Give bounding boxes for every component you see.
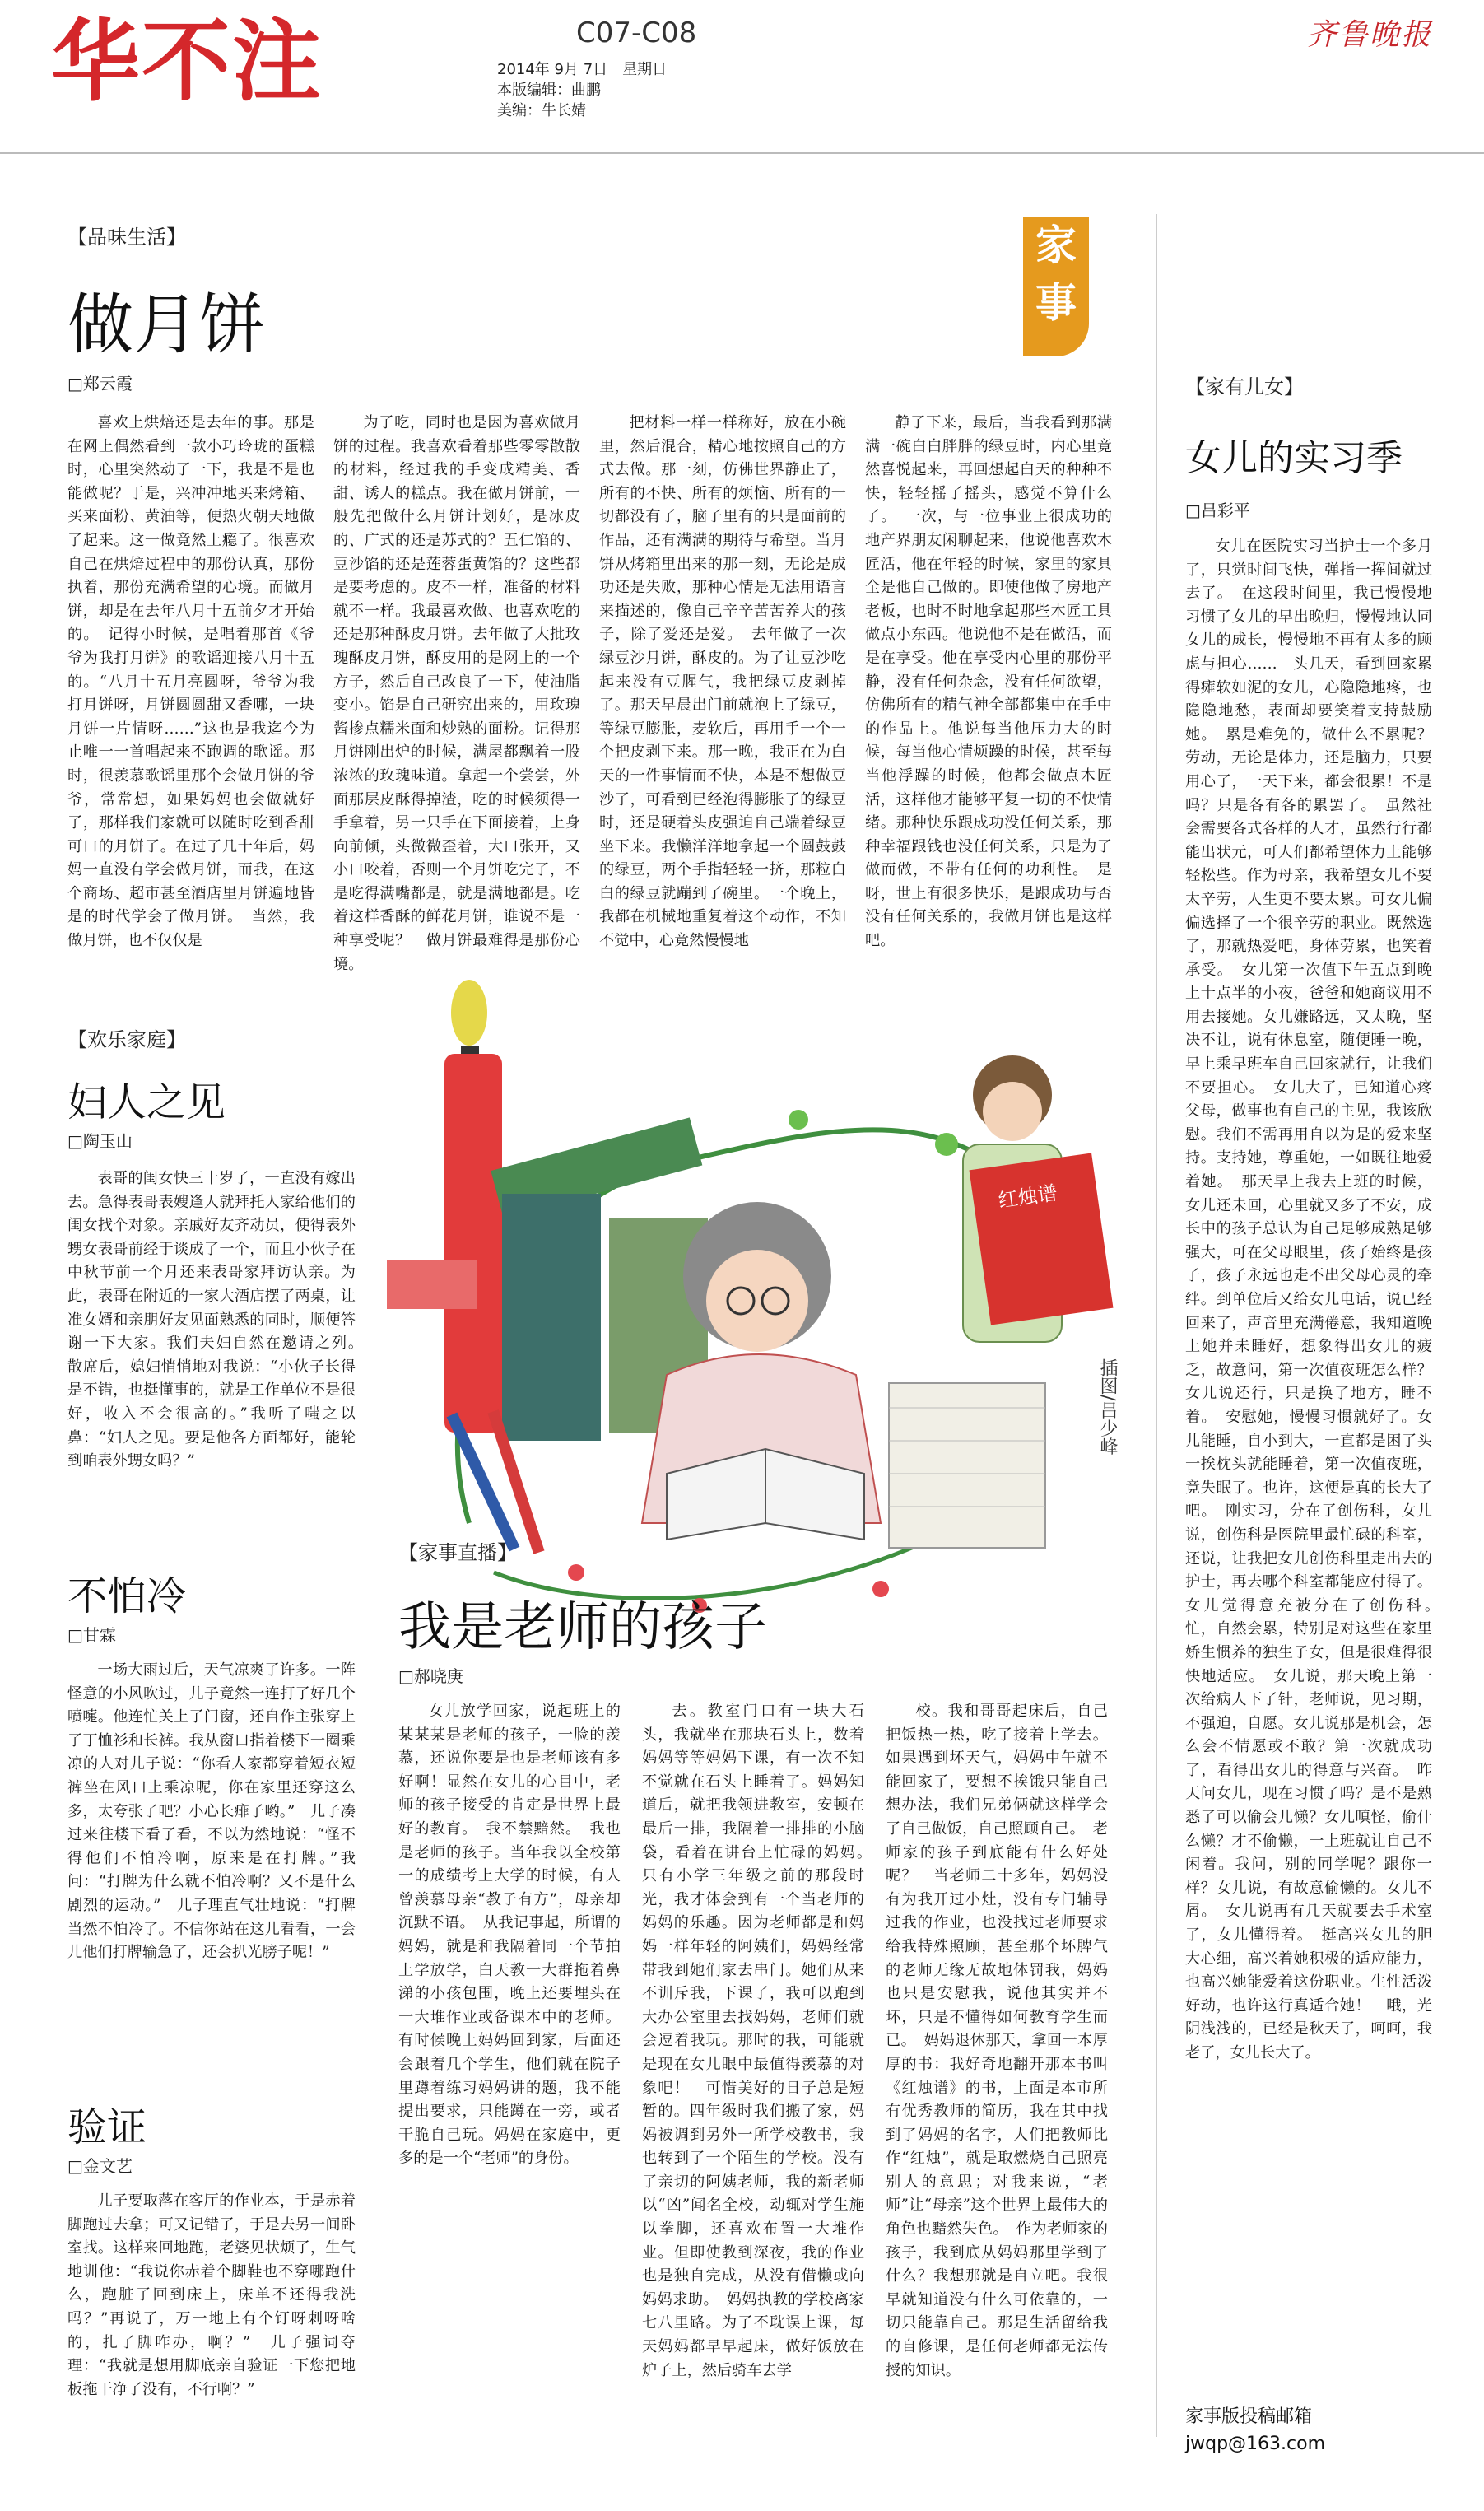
byline-moon: □郑云霞	[67, 374, 133, 394]
article-column-moon-1: 喜欢上烘焙还是去年的事。那是在网上偶然看到一款小巧玲珑的蛋糕时，心里突然动了一下，我是不是也能做呢？于是，兴冲冲地买来烤箱、买来面粉、黄油等，便热火朝天地做了起来。这一做竟然上瘾了。很喜欢自己在烘焙过程中的那份认真，那份执着，那份充满希望的心境。而做月饼，却是在去年八月十五前夕才开始的。 记得小时候，是唱着那首《爷爷为我打月饼》的歌谣迎接八月十五的。“八月十五月亮圆呀，爷爷为我打月饼呀，月饼圆圆甜又香哪，一块月饼一片情呀……”这也是我迄今为止唯一一首唱起来不跑调的歌谣。那时，很羡慕歌谣里那个会做月饼的爷爷，常常想，如果妈妈也会做就好了，那样我们家就可以随时吃到香甜可口的月饼了。在过了几十年后，妈妈一直没有学会做月饼，而我，在这个商场、超市甚至酒店里月饼遍地皆是的时代学会了做月饼。 当然，我做月饼，也不仅仅是	[67, 414, 314, 950]
byline-teacher: □郝晓庚	[398, 1666, 463, 1686]
badge-char-1: 家	[1035, 221, 1077, 269]
byline-woman: □陶玉山	[67, 1131, 133, 1151]
article-title-moon: 做月饼	[67, 287, 265, 363]
article-body-proof: 儿子要取落在客厅的作业本，于是赤着脚跑过去拿；可又记错了，于是去另一间卧室找。这样来回地跑，老婆见状烦了，生气地训他：“我说你赤着个脚鞋也不穿哪跑什么，跑脏了回到床上，床单不还得我洗吗？”再说了，万一地上有个钉呀剌呀啥的，扎了脚咋办，啊？” 儿子强词夺理：“我就是想用脚底亲自验证一下您把地板拖干净了没有，不行啊？”	[67, 2192, 356, 2398]
submission-label: 家事版投稿邮箱	[1185, 2406, 1313, 2427]
column-divider-right	[1156, 214, 1157, 2437]
article-title-woman: 妇人之见	[67, 1079, 226, 1125]
article-column-teacher-2: 去。教室门口有一块大石头，我就坐在那块石头上，数着妈妈等等妈妈下课，有一次不知不觉就在石头上睡着了。妈妈知道后，就把我领进教室，安顿在最后一排，我隔着一排排的小脑袋，看着在讲台上忙碌的妈妈。 只有小学三年级之前的那段时光，我才体会到有一个当老师的妈妈的乐趣。因为老师都是和妈妈一样年轻的阿姨们，妈妈经常带我到她们家去串门。她们从来不训斥我，下课了，我可以跑到大办公室里去找妈妈，老师们就会逗着我玩。那时的我，可能就是现在女儿眼中最值得羡慕的对象吧！ 可惜美好的日子总是短暂的。四年级时我们搬了家，妈妈被调到另外一所学校教书，我也转到了一个陌生的学校。没有了亲切的阿姨老师，我的新老师以“凶”闻名全校，动辄对学生施以拳脚，还喜欢布置一大堆作业。但即使教到深夜，我的作业也是独自完成，从没有借懒或向妈妈求助。 妈妈执教的学校离家七八里路。为了不耽误上课，每天妈妈都早早起床，做好饭放在炉子上，然后骑车去学	[642, 1703, 880, 2379]
column-badge	[1023, 217, 1089, 356]
article-column-teacher-3: 校。我和哥哥起床后，自己把饭热一热，吃了接着上学去。如果遇到坏天气，妈妈中午就不能回家了，要想不挨饿只能自己想办法，我们兄弟俩就这样学会了自己做饭，自己照顾自己。 老师家的孩子到底能有什么好处呢？ 当老师二十多年，妈妈没有为我开过小灶，没有专门辅导过我的作业，也没找过老师要求给我特殊照顾，甚至那个坏脾气的老师无缘无故地体罚我，妈妈也只是安慰我，说他其实并不坏，只是不懂得如何教育学生而已。 妈妈退休那天，拿回一本厚厚的书：我好奇地翻开那本书叫《红烛谱》的书，上面是本市所有优秀教师的简历，我在其中找到了妈妈的名字，人们把教师比作“红烛”，就是取燃烧自己照亮别人的意思；对我来说，“老师”让“母亲”这个世界上最伟大的角色也黯然失色。 作为老师家的孩子，我到底从妈妈那里学到了什么？我想那就是自立吧。我很早就知道没有什么可依靠的，一切只能靠自己。那是生活留给我的自修课，是任何老师都无法传授的知识。	[886, 1703, 1108, 2379]
paper-name: 齐鲁晚报	[1307, 18, 1433, 52]
article-body-daughter: 女儿在医院实习当护士一个多月了，只觉时间飞快，弹指一挥间就过去了。 在这段时间里，我已慢慢地习惯了女儿的早出晚归，慢慢地认同女儿的成长，慢慢地不再有太多的顾虑与担心…… 头几天，看到回家累得瘫软如泥的女儿，心隐隐地疼，也隐隐地愁，表面却要笑着支持鼓励她。 累是难免的，做什么不累呢？劳动，无论是体力，还是脑力，只要用心了，一天下来，都会很累！不是吗？只是各有各的累罢了。 虽然社会需要各式各样的人才，虽然行行都能出状元，可人们都希望体力上能够轻松些。作为母亲，我希望女儿不要太辛劳，人生更不要太累。可女儿偏偏选择了一个很辛劳的职业。既然选了，那就热爱吧，身体劳累，也笑着承受。 女儿第一次值下午五点到晚上十点半的小夜，爸爸和她商议用不用去接她。女儿嫌路远，又太晚，坚决不让，说有休息室，随便睡一晚，早上乘早班车自己回家就行，让我们不要担心。 女儿大了，已知道心疼父母，做事也有自己的主见，我该欣慰。我们不需再用自以为是的爱来坚持。支持她，尊重她，一如既往地爱着她。 那天早上我去上班的时候，女儿还未回，心里就又多了不安，成长中的孩子总认为自己足够成熟足够强大，可在父母眼里，孩子始终是孩子，孩子永远也走不出父母心灵的牵绊。到单位后又给女儿电话，说已经回来了，声音里充满倦意，我知道晚上她并未睡好，想象得出女儿的疲乏，故意问，第一次值夜班怎么样？女儿说还行，只是换了地方，睡不着。 安慰她，慢慢习惯就好了。女儿能睡，自小到大，一直都是困了头一挨枕头就能睡着，第一次值夜班，竟失眠了。也许，这便是真的长大了吧。 刚实习，分在了创伤科，女儿说，创伤科是医院里最忙碌的科室，还说，让我把女儿创伤科里走出去的护士，再去哪个科室都能应付得了。女儿觉得意充被分在了创伤科。 忙，自然会累，特别是对这些在家里娇生惯养的独生子女，但是很难得很快地适应。 女儿说，那天晚上第一次给病人下了针，老师说，见习期，不强迫，自愿。女儿说那是机会，怎么会不情愿或不敢？第一次就成功了，看得出女儿的得意与兴奋。 昨天问女儿，现在习惯了吗？是不是熟悉了可以偷会儿懒？女儿嗔怪，偷什么懒？才不偷懒，一上班就让自己不闲着。我问，别的同学呢？跟你一样？女儿说，有故意偷懒的。女儿不屑。 女儿说再有几天就要去手术室了，女儿懂得着。 挺高兴女儿的胆大心细，高兴着她积极的适应能力，也高兴她能爱着这份职业。生性活泼好动，也许这行真适合她！ 哦，光阴浅浅的，已经是秋天了，呵呵，我老了，女儿长大了。	[1185, 538, 1448, 2061]
byline-cold: □甘霖	[67, 1625, 116, 1645]
article-column-moon-3: 把材料一样一样称好，放在小碗里，然后混合，精心地按照自己的方式去做。那一刻，仿佛世界静止了，所有的不快、所有的烦恼、所有的一切都没有了，脑子里有的只是面前的作品，还有满满的期待与希望。当月饼从烤箱里出来的那一刻，无论是成功还是失败，那种心情是无法用语言来描述的，像自己辛辛苦苦养大的孩子，除了爱还是爱。 去年做了一次绿豆沙月饼，酥皮的。为了让豆沙吃起来没有豆腥气，我把绿豆皮剥掉了。那天早晨出门前就泡上了绿豆，等绿豆膨胀，麦软后，再用手一个一个把皮剥下来。那一晚，我正在为白天的一件事情而不快，本是不想做豆沙了，可看到已经泡得膨胀了的绿豆时，还是硬着头皮强迫自己端着绿豆坐下来。我懒洋洋地拿起一个圆鼓鼓的绿豆，两个手指轻轻一挤，那粒白白的绿豆就蹦到了碗里。一个晚上，我都在机械地重复着这个动作，不知不觉中，心竟然慢慢地	[599, 414, 846, 950]
article-title-proof: 验证	[67, 2104, 147, 2150]
section-label-family: 【欢乐家庭】	[67, 1028, 186, 1051]
illustration-book-label: 红烛谱	[997, 1181, 1059, 1213]
badge-char-2: 事	[1035, 279, 1077, 327]
article-title-daughter: 女儿的实习季	[1185, 437, 1403, 479]
section-label-moon: 【品味生活】	[67, 226, 186, 249]
section-label-kids: 【家有儿女】	[1185, 375, 1304, 398]
article-body-cold: 一场大雨过后，天气凉爽了许多。一阵怪意的小风吹过，儿子竟然一连打了好几个喷嚏。他连忙关上了门窗，还自作主张穿上了丁恤衫和长裤。我从窗口指着楼下一圈乘凉的人对儿子说：“你看人家都穿着短衣短裤坐在风口上乘凉呢，你在家里还穿这么多，太夸张了吧？小心长痱子哟。” 儿子凑过来往楼下看了看，不以为然地说：“怪不得他们不怕冷啊，原来是在打牌。”我问：“打牌为什么就不怕冷啊？又不是什么剧烈的运动。” 儿子理直气壮地说：“打牌当然不怕冷了。不信你站在这儿看看，一会儿他们打牌输急了，还会扒光膀子呢！”	[67, 1661, 356, 1962]
article-column-moon-4: 静了下来，最后，当我看到那满满一碗白白胖胖的绿豆时，内心里竟然喜悦起来，再回想起白天的种种不快，轻轻摇了摇头，感觉不算什么了。 一次，与一位事业上很成功的地产界朋友闲聊起来，他说他喜欢木匠活，他在年轻的时候，家里的家具全是他自己做的。即使他做了房地产老板，也时不时地拿起那些木匠工具做点小东西。他说他不是在做活，而是在享受。他在享受内心里的那份平静，没有任何杂念，没有任何欲望，仿佛所有的精气神全部都集中在手中的作品上。他说每当他压力大的时候，每当他心情烦躁的时候，甚至每当他浮躁的时候，他都会做点木匠活，这样他才能够平复一切的不快情绪。那种快乐跟成功没任何关系，那种幸福跟钱也没任何关系，只是为了做而做，不带有任何的功利性。 是呀，世上有很多快乐，是跟成功与否没有任何关系的，我做月饼也是这样吧。	[865, 414, 1112, 950]
illustration	[370, 947, 1111, 1622]
masthead: 华不注	[51, 11, 323, 114]
illustration-credit: 插图/吕少峰	[1097, 1358, 1118, 1456]
designer: 美编：牛长婧	[497, 102, 586, 119]
header-rule	[0, 152, 1484, 154]
byline-daughter: □吕彩平	[1185, 501, 1250, 520]
section-label-live: 【家事直播】	[398, 1541, 517, 1564]
submission-email[interactable]: jwqp@163.com	[1185, 2434, 1326, 2454]
article-column-teacher-1: 女儿放学回家，说起班上的某某某是老师的孩子，一脸的羡慕，还说你要是也是老师该有多好啊！显然在女儿的心目中，老师的孩子接受的肯定是世界上最好的教育。 我不禁黯然。 我也是老师的孩子。当年我以全校第一的成绩考上大学的时候，有人曾羡慕母亲“教子有方”，母亲却沉默不语。 从我记事起，所谓的妈妈，就是和我隔着同一个节拍上学放学，白天教一大群拖着鼻涕的小孩包围，晚上还要埋头在一大堆作业或备课本中的老师。有时候晚上妈妈回到家，后面还会跟着几个学生，他们就在院子里蹲着练习妈妈讲的题，我不能提出要求，只能蹲在一旁，或者干脆自己玩。妈妈在家庭中，更多的是一个“老师”的身份。	[398, 1703, 621, 2168]
issue-date: 2014年 9月 7日 星期日	[497, 61, 668, 78]
article-body-woman: 表哥的闺女快三十岁了，一直没有嫁出去。急得表哥表嫂逢人就拜托人家给他们的闺女找个对象。亲戚好友齐动员，便得表外甥女表哥前经于谈成了一个，而且小伙子在中秋节前一个月还来表哥家拜访认亲。为此，表哥在附近的一家大酒店摆了两桌，让准女婿和亲朋好友见面熟悉的同时，顺便答谢一下大家。我们夫妇自然在邀请之列。 散席后，媳妇悄悄地对我说：“小伙子长得是不错，也挺懂事的，就是工作单位不是很好，收入不会很高的。”我听了嗤之以鼻：“妇人之见。要是他各方面都好，能轮到咱表外甥女吗？”	[67, 1170, 371, 1470]
article-column-moon-2: 为了吃，同时也是因为喜欢做月饼的过程。我喜欢看着那些零零散散的材料，经过我的手变成精美、香甜、诱人的糕点。我在做月饼前，一般先把做什么月饼计划好，是冰皮的、广式的还是苏式的？五仁馅的、豆沙馅的还是莲蓉蛋黄馅的？这些都是要考虑的。皮不一样，准备的材料就不一样。我最喜欢做、也喜欢吃的还是那种酥皮月饼。去年做了大批玫瑰酥皮月饼，酥皮用的是网上的一个方子，然后自己改良了一下，使油脂变小。馅是自己研究出来的，用玫瑰酱掺点糯米面和炒熟的面粉。记得那月饼刚出炉的时候，满屋都飘着一股浓浓的玫瑰味道。拿起一个尝尝，外面那层皮酥得掉渣，吃的时候须得一手拿着，另一只手在下面接着，上身向前倾，头微微歪着，大口张开，又小口咬着，否则一个月饼吃完了，不是吃得满嘴都是，就是满地都是。吃着这样香酥的鲜花月饼，谁说不是一种享受呢？ 做月饼最难得是那份心境。	[333, 414, 580, 973]
byline-proof: □金文艺	[67, 2156, 133, 2176]
issue-meta	[497, 59, 667, 121]
article-title-cold: 不怕冷	[67, 1573, 187, 1619]
page-numbers: C07-C08	[576, 16, 697, 49]
article-title-teacher: 我是老师的孩子	[398, 1597, 767, 1658]
editor: 本版编辑：曲鹏	[497, 82, 601, 99]
